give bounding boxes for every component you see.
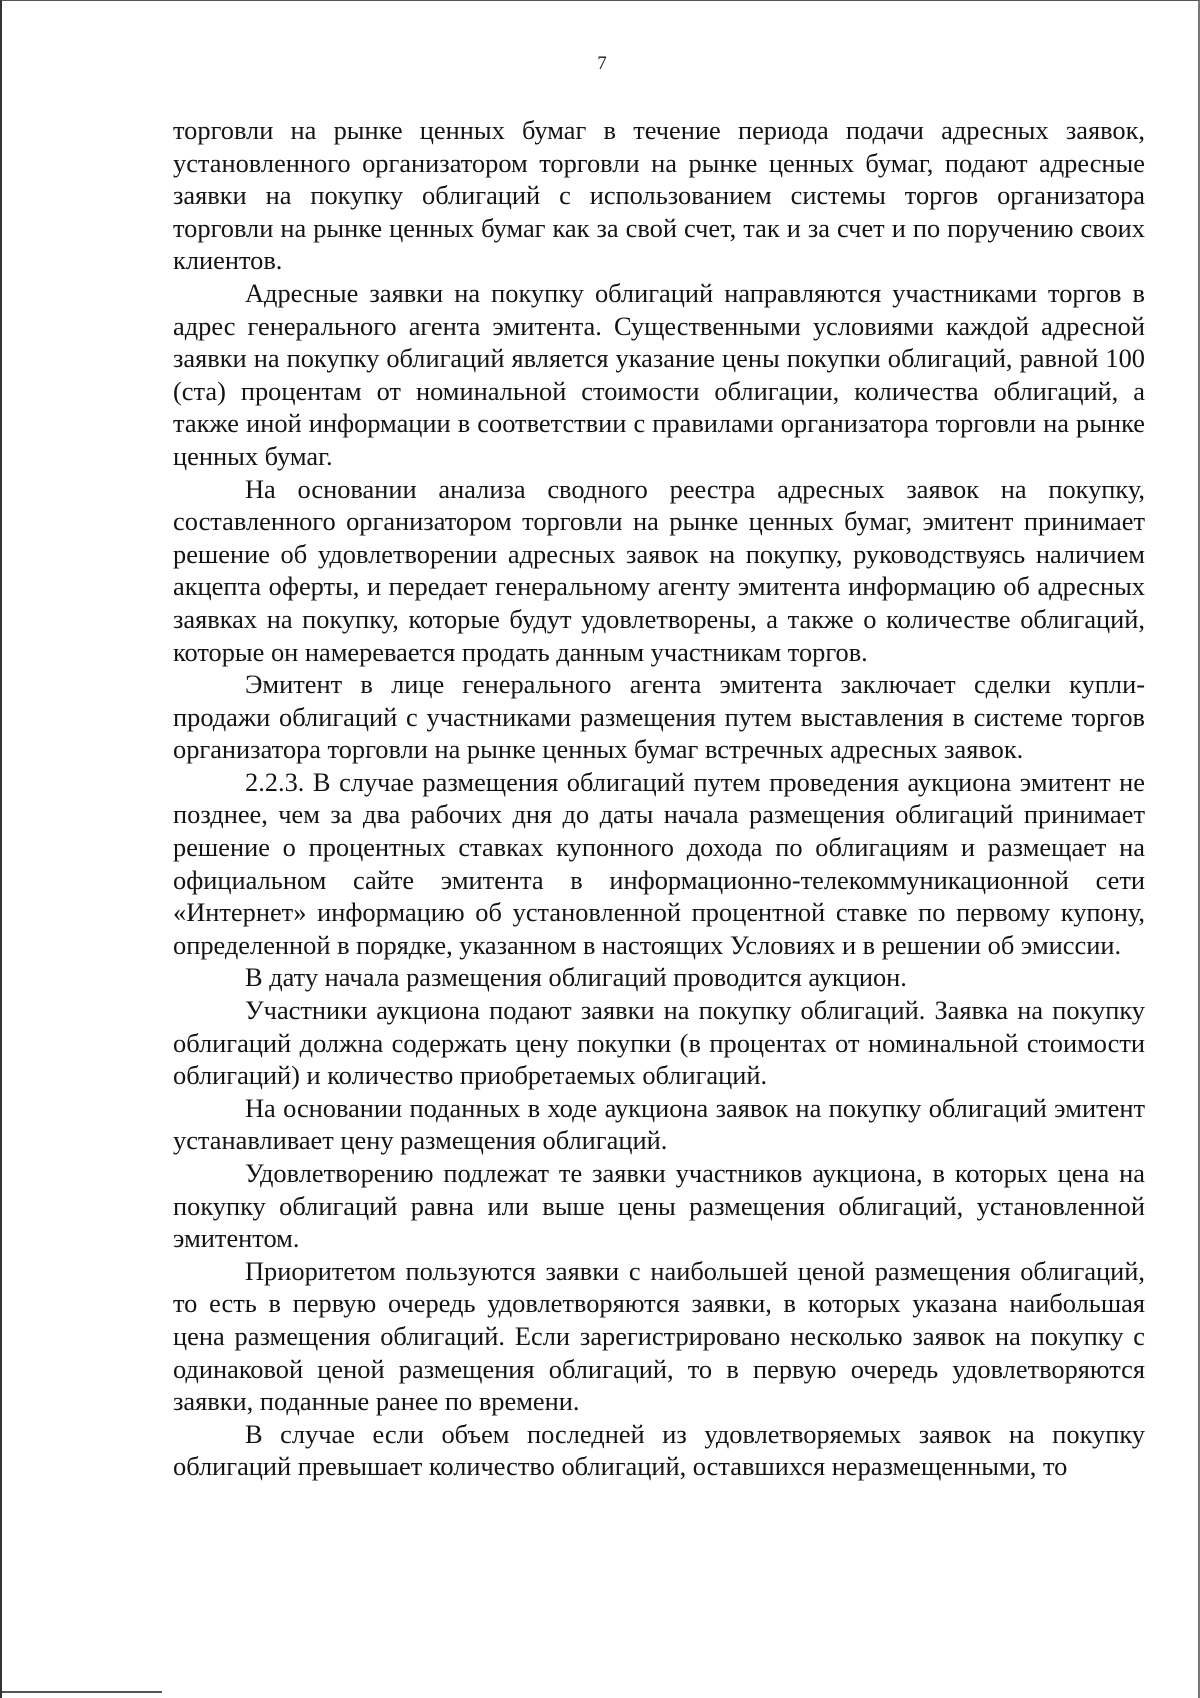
paragraph-auction-date: В дату начала размещения облигаций проводится аукцион. — [245, 962, 907, 993]
page-number: 7 — [597, 53, 607, 74]
paragraph-bid-register: На основании анализа сводного реестра адресных заявок на покупку, составленного организатором торговли на рынке ценных бумаг, эмитент принимает решение об удовлетворении адресных заявок на покупку, руководствуясь наличием акцепта оферты, и передает генеральному агенту эмитента информацию об адресных заявках на покупку, которые будут удовлетворены, а также о количестве облигаций, которые он намеревается продать данным участникам торгов. — [173, 473, 1145, 667]
paragraph-last-bid: В случае если объем последней из удовлетворяемых заявок на покупку облигаций превышает количество облигаций, оставшихся неразмещенными, то — [173, 1418, 1145, 1482]
paragraph-satisfaction: Удовлетворению подлежат те заявки участников аукциона, в которых цена на покупку облигаций равна или выше цены размещения облигаций, установленной эмитентом. — [173, 1158, 1145, 1254]
paragraph-continuation: торговли на рынке ценных бумаг в течение периода подачи адресных заявок, установленного организатором торговли на рынке ценных бумаг, подают адресные заявки на покупку облигаций с использованием системы торгов организатора торговли на рынке ценных бумаг как за свой счет, так и за счет и по поручению своих клиентов. — [173, 115, 1145, 276]
paragraph-auction-participants: Участники аукциона подают заявки на покупку облигаций. Заявка на покупку облигаций должна содержать цену покупки (в процентах от номинальной стоимости облигаций) и количество приобретаемых облигаций. — [173, 995, 1145, 1091]
document-body — [173, 114, 1145, 1483]
paragraph-counter-bids: Эмитент в лице генерального агента эмитента заключает сделки купли-продажи облигаций с участниками размещения путем выставления в системе торгов организатора торговли на рынке ценных бумаг встречных адресных заявок. — [173, 669, 1145, 765]
paragraph-placement-price: На основании поданных в ходе аукциона заявок на покупку облигаций эмитент устанавливает цену размещения облигаций. — [173, 1092, 1145, 1156]
paragraph-priority: Приоритетом пользуются заявки с наибольшей ценой размещения облигаций, то есть в первую очередь удовлетворяются заявки, в которых указана наибольшая цена размещения облигаций. Если зарегистрировано несколько заявок на покупку с одинаковой ценой размещения облигаций, то в первую очередь удовлетворяются заявки, поданные ранее по времени. — [173, 1255, 1145, 1417]
paragraph-address-bids: Адресные заявки на покупку облигаций направляются участниками торгов в адрес генерального агента эмитента. Существенными условиями каждой адресной заявки на покупку облигаций является указание цены покупки облигаций, равной 100 (ста) процентам от номинальной стоимости облигации, количества облигаций, а также иной информации в соответствии с правилами организатора торговли на рынке ценных бумаг. — [173, 277, 1145, 471]
scan-edge-mark — [2, 1691, 162, 1693]
paragraph-section-2-2-3: 2.2.3. В случае размещения облигаций путем проведения аукциона эмитент не позднее, чем за два рабочих дня до даты начала размещения облигаций принимает решение о процентных ставках купонного дохода по облигациям и размещает на официальном сайте эмитента в информационно-телекоммуникационной сети «Интернет» информацию об установленной процентной ставке по первому купону, определенной в порядке, указанном в настоящих Условиях и в решении об эмиссии. — [173, 766, 1145, 960]
